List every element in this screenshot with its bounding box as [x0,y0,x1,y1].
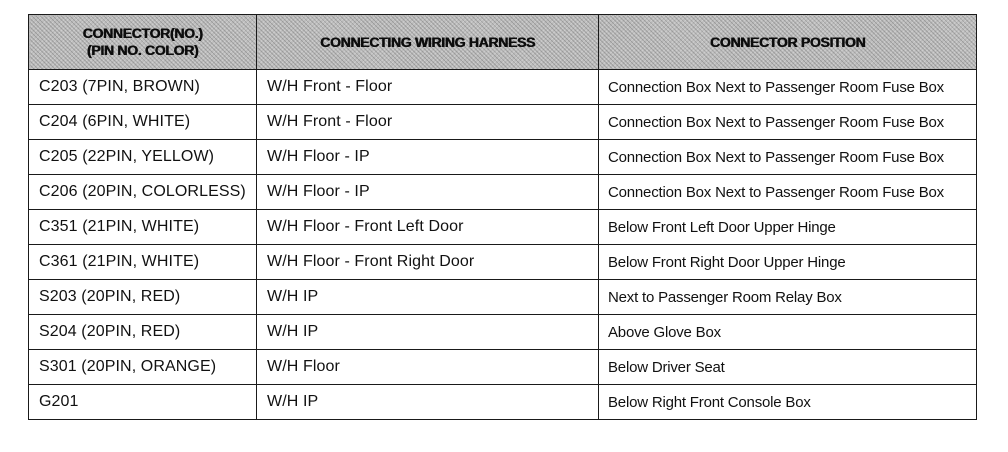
header-position: CONNECTOR POSITION [599,15,977,70]
connector-cell: C203 (7PIN, BROWN) [29,70,257,105]
position-cell: Connection Box Next to Passenger Room Fuse Box [599,70,977,105]
connector-cell: G201 [29,385,257,420]
table-row [29,210,977,245]
header-connector-line1: CONNECTOR(NO.) [82,25,203,41]
connector-cell: S203 (20PIN, RED) [29,280,257,315]
header-connector-line2: (PIN NO. COLOR) [86,42,199,58]
harness-cell: W/H Floor [257,350,599,385]
header-harness: CONNECTING WIRING HARNESS [257,15,599,70]
connector-cell: C204 (6PIN, WHITE) [29,105,257,140]
position-cell: Below Right Front Console Box [599,385,977,420]
table-row [29,350,977,385]
harness-cell: W/H IP [257,280,599,315]
harness-cell: W/H Floor - IP [257,140,599,175]
connector-cell: S301 (20PIN, ORANGE) [29,350,257,385]
table-row [29,105,977,140]
header-row [29,15,977,70]
connector-cell: C361 (21PIN, WHITE) [29,245,257,280]
connector-cell: S204 (20PIN, RED) [29,315,257,350]
harness-cell: W/H Floor - Front Left Door [257,210,599,245]
position-cell: Connection Box Next to Passenger Room Fuse Box [599,175,977,210]
position-cell: Below Driver Seat [599,350,977,385]
table-row [29,140,977,175]
harness-cell: W/H Floor - IP [257,175,599,210]
table-row [29,315,977,350]
table-row [29,245,977,280]
harness-cell: W/H Front - Floor [257,105,599,140]
position-cell: Connection Box Next to Passenger Room Fuse Box [599,140,977,175]
header-connector [29,15,257,70]
table-row [29,280,977,315]
harness-cell: W/H Floor - Front Right Door [257,245,599,280]
harness-cell: W/H IP [257,385,599,420]
position-cell: Next to Passenger Room Relay Box [599,280,977,315]
position-cell: Below Front Left Door Upper Hinge [599,210,977,245]
table-row [29,70,977,105]
position-cell: Connection Box Next to Passenger Room Fuse Box [599,105,977,140]
position-cell: Above Glove Box [599,315,977,350]
connector-cell: C205 (22PIN, YELLOW) [29,140,257,175]
connector-cell: C206 (20PIN, COLORLESS) [29,175,257,210]
connector-cell: C351 (21PIN, WHITE) [29,210,257,245]
harness-cell: W/H IP [257,315,599,350]
connector-table [28,14,977,420]
table-row [29,385,977,420]
position-cell: Below Front Right Door Upper Hinge [599,245,977,280]
table-row [29,175,977,210]
harness-cell: W/H Front - Floor [257,70,599,105]
